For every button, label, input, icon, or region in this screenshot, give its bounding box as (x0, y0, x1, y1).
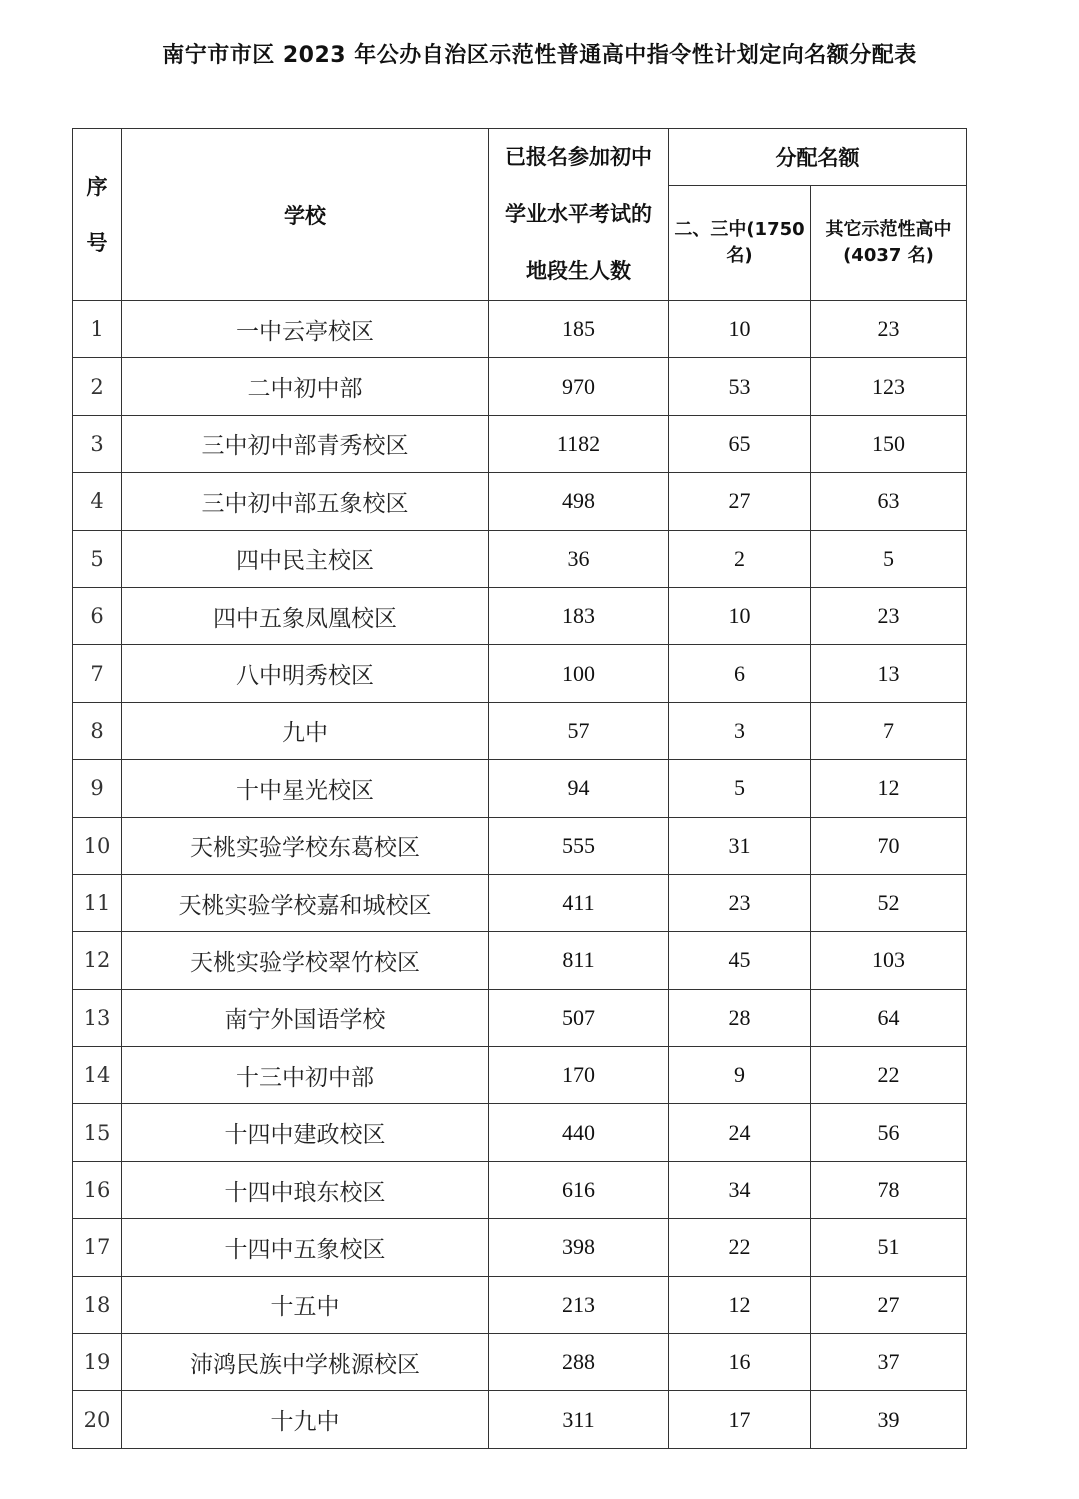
row-quota-a: 34 (669, 1161, 811, 1218)
table-row (73, 702, 967, 759)
header-quota-a (669, 186, 811, 301)
row-index: 4 (73, 473, 122, 530)
row-quota-b: 22 (811, 1047, 967, 1104)
row-school: 天桃实验学校东葛校区 (122, 817, 489, 874)
header-quota: 分配名额 (669, 129, 967, 186)
page-title: 南宁市市区 2023 年公办自治区示范性普通高中指令性计划定向名额分配表 (162, 43, 917, 68)
row-quota-b: 27 (811, 1276, 967, 1333)
header-enrolled-line3: 地段生人数 (526, 259, 631, 283)
row-school: 十四中五象校区 (122, 1219, 489, 1276)
table-row (73, 817, 967, 874)
row-enrolled: 411 (489, 874, 669, 931)
row-index: 12 (73, 932, 122, 989)
row-school: 十五中 (122, 1276, 489, 1333)
row-enrolled: 57 (489, 702, 669, 759)
table-row (73, 760, 967, 817)
row-index: 5 (73, 530, 122, 587)
row-enrolled: 288 (489, 1334, 669, 1391)
row-school: 二中初中部 (122, 358, 489, 415)
row-enrolled: 36 (489, 530, 669, 587)
row-school: 十四中建政校区 (122, 1104, 489, 1161)
row-quota-a: 9 (669, 1047, 811, 1104)
row-quota-a: 5 (669, 760, 811, 817)
row-index: 8 (73, 702, 122, 759)
row-enrolled: 507 (489, 989, 669, 1046)
row-quota-b: 150 (811, 415, 967, 472)
header-school: 学校 (122, 129, 489, 301)
table-row (73, 530, 967, 587)
header-quota-b-label: 其它示范性高中(4037 名) (825, 219, 952, 267)
row-index: 2 (73, 358, 122, 415)
row-quota-a: 53 (669, 358, 811, 415)
row-quota-b: 70 (811, 817, 967, 874)
row-index: 1 (73, 301, 122, 358)
row-index: 6 (73, 587, 122, 644)
row-quota-a: 2 (669, 530, 811, 587)
table-row (73, 1219, 967, 1276)
row-quota-b: 13 (811, 645, 967, 702)
table-row (73, 1391, 967, 1448)
row-enrolled: 213 (489, 1276, 669, 1333)
row-index: 18 (73, 1276, 122, 1333)
row-quota-b: 52 (811, 874, 967, 931)
row-school: 十三中初中部 (122, 1047, 489, 1104)
row-quota-a: 31 (669, 817, 811, 874)
row-index: 7 (73, 645, 122, 702)
row-enrolled: 94 (489, 760, 669, 817)
row-enrolled: 170 (489, 1047, 669, 1104)
row-enrolled: 440 (489, 1104, 669, 1161)
row-enrolled: 398 (489, 1219, 669, 1276)
header-enrolled-line1: 已报名参加初中 (505, 145, 652, 169)
row-quota-a: 10 (669, 587, 811, 644)
row-quota-b: 63 (811, 473, 967, 530)
row-enrolled: 811 (489, 932, 669, 989)
allocation-table (72, 128, 967, 1449)
row-quota-a: 16 (669, 1334, 811, 1391)
row-quota-b: 37 (811, 1334, 967, 1391)
row-quota-a: 45 (669, 932, 811, 989)
header-index (73, 129, 122, 301)
row-index: 19 (73, 1334, 122, 1391)
row-quota-a: 17 (669, 1391, 811, 1448)
row-quota-b: 7 (811, 702, 967, 759)
table-row (73, 645, 967, 702)
row-school: 沛鸿民族中学桃源校区 (122, 1334, 489, 1391)
table-row (73, 932, 967, 989)
header-quota-b (811, 186, 967, 301)
row-school: 三中初中部青秀校区 (122, 415, 489, 472)
table-row (73, 358, 967, 415)
row-school: 天桃实验学校翠竹校区 (122, 932, 489, 989)
row-enrolled: 498 (489, 473, 669, 530)
row-enrolled: 555 (489, 817, 669, 874)
table-row (73, 301, 967, 358)
row-enrolled: 970 (489, 358, 669, 415)
table-row (73, 1161, 967, 1218)
table-row (73, 874, 967, 931)
table-row (73, 1276, 967, 1333)
row-quota-a: 6 (669, 645, 811, 702)
row-index: 17 (73, 1219, 122, 1276)
row-quota-b: 103 (811, 932, 967, 989)
row-index: 16 (73, 1161, 122, 1218)
row-index: 15 (73, 1104, 122, 1161)
row-index: 10 (73, 817, 122, 874)
row-quota-a: 12 (669, 1276, 811, 1333)
table-row (73, 1047, 967, 1104)
row-quota-b: 23 (811, 301, 967, 358)
row-school: 十中星光校区 (122, 760, 489, 817)
row-quota-b: 39 (811, 1391, 967, 1448)
row-enrolled: 100 (489, 645, 669, 702)
row-enrolled: 185 (489, 301, 669, 358)
table-row (73, 415, 967, 472)
table-row (73, 1104, 967, 1161)
row-quota-b: 78 (811, 1161, 967, 1218)
row-quota-b: 56 (811, 1104, 967, 1161)
row-school: 天桃实验学校嘉和城校区 (122, 874, 489, 931)
row-school: 八中明秀校区 (122, 645, 489, 702)
row-index: 13 (73, 989, 122, 1046)
table-row (73, 1334, 967, 1391)
row-quota-a: 24 (669, 1104, 811, 1161)
table-row (73, 587, 967, 644)
row-index: 14 (73, 1047, 122, 1104)
row-enrolled: 311 (489, 1391, 669, 1448)
header-quota-a-label: 二、三中(1750 名) (674, 219, 805, 267)
row-index: 11 (73, 874, 122, 931)
table-row (73, 473, 967, 530)
row-school: 四中五象凤凰校区 (122, 587, 489, 644)
row-quota-b: 12 (811, 760, 967, 817)
row-quota-a: 28 (669, 989, 811, 1046)
row-quota-b: 123 (811, 358, 967, 415)
header-index-label: 序号 (86, 174, 108, 255)
row-quota-a: 65 (669, 415, 811, 472)
row-school: 十四中琅东校区 (122, 1161, 489, 1218)
header-enrolled (489, 129, 669, 301)
row-quota-a: 27 (669, 473, 811, 530)
row-quota-a: 22 (669, 1219, 811, 1276)
row-school: 一中云亭校区 (122, 301, 489, 358)
row-school: 南宁外国语学校 (122, 989, 489, 1046)
row-enrolled: 1182 (489, 415, 669, 472)
row-quota-a: 3 (669, 702, 811, 759)
row-index: 9 (73, 760, 122, 817)
row-quota-a: 23 (669, 874, 811, 931)
row-quota-b: 51 (811, 1219, 967, 1276)
row-school: 三中初中部五象校区 (122, 473, 489, 530)
row-quota-b: 5 (811, 530, 967, 587)
row-index: 20 (73, 1391, 122, 1448)
row-school: 四中民主校区 (122, 530, 489, 587)
row-enrolled: 616 (489, 1161, 669, 1218)
row-school: 十九中 (122, 1391, 489, 1448)
row-index: 3 (73, 415, 122, 472)
header-enrolled-line2: 学业水平考试的 (505, 202, 652, 226)
row-enrolled: 183 (489, 587, 669, 644)
row-quota-b: 64 (811, 989, 967, 1046)
row-quota-a: 10 (669, 301, 811, 358)
table-row (73, 989, 967, 1046)
row-school: 九中 (122, 702, 489, 759)
row-quota-b: 23 (811, 587, 967, 644)
